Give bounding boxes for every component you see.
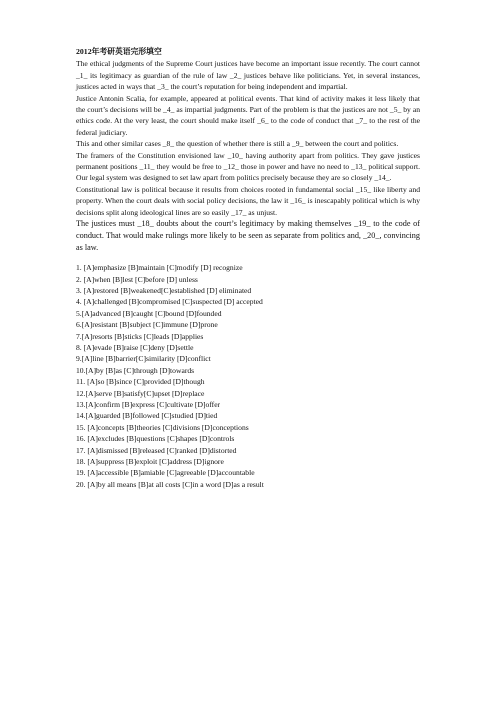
passage-paragraph: The justices must _18_ doubts about the court’s legitimacy by making themselves _19_ to the code of conduct. That would make rulings more likely to be seen as separate from politics and, _20_, convincing as law. xyxy=(76,219,420,253)
option-line: 20. [A]by all means [B]at all costs [C]in a word [D]as a result xyxy=(76,479,264,489)
option-line: 15. [A]concepts [B]theories [C]divisions [D]conceptions xyxy=(76,422,249,432)
passage-paragraph: Constitutional law is political because it results from choices rooted in fundamental social _15_ like liberty and property. When the court deals with social policy decisions, the law it _16_ is inescapably political which is why decisions split along ideological lines are so easily _17_ as unjust. xyxy=(76,184,420,217)
option-line: 10.[A]by [B]as [C]through [D]towards xyxy=(76,365,195,375)
document-title: 2012年考研英语完形填空 xyxy=(76,47,162,56)
option-line: 6.[A]resistant [B]subject [C]immune [D]prone xyxy=(76,320,218,330)
option-line: 8. [A]evade [B]raise [C]deny [D]settle xyxy=(76,342,194,352)
option-line: 9.[A]line [B]barrier[C]similarity [D]conflict xyxy=(76,354,211,364)
passage-paragraph: Justice Antonin Scalia, for example, appeared at political events. That kind of activity makes it less likely that the court’s decisions will be _4_ as impartial judgments. Part of the problem is that the justices are not _5_ by an ethics code. At the very least, the court should make itself _6_ to the code of conduct that _7_ to the rest of the federal judiciary. xyxy=(76,93,420,137)
document-page xyxy=(76,46,420,490)
option-line: 4. [A]challenged [B]compromised [C]suspected [D] accepted xyxy=(76,297,263,307)
option-line: 12.[A]serve [B]satisfy[C]upset [D]replace xyxy=(76,388,205,398)
option-line: 14.[A]guarded [B]followed [C]studied [D]tied xyxy=(76,411,218,421)
option-line: 3. [A]restored [B]weakened[C]established [D] eliminated xyxy=(76,285,252,295)
option-line: 18. [A]suppress [B]exploit [C]address [D]ignore xyxy=(76,457,224,466)
option-line: 16. [A]excludes [B]questions [C]shapes [D]controls xyxy=(76,434,235,444)
option-line: 7.[A]resorts [B]sticks [C]leads [D]applies xyxy=(76,331,204,341)
option-line: 11. [A]so [B]since [C]provided [D]though xyxy=(76,377,205,387)
option-line: 2. [A]when [B]lest [C]before [D] unless xyxy=(76,274,198,284)
answer-options-list xyxy=(76,262,420,490)
option-line: 19. [A]accessible [B]amiable [C]agreeable [D]accountable xyxy=(76,468,255,478)
passage-paragraph: The ethical judgments of the Supreme Court justices have become an important issue recently. The court cannot _1_ its legitimacy as guardian of the rule of law _2_ justices behave like politicians. Yet, in several instances, justices acted in ways that _3_ the court’s reputation for being independent and impartial. xyxy=(76,59,420,92)
option-line: 5.[A]advanced [B]caught [C]bound [D]founded xyxy=(76,308,222,318)
option-line: 13.[A]confirm [B]express [C]cultivate [D]offer xyxy=(76,399,221,409)
passage-paragraph: This and other similar cases _8_ the question of whether there is still a _9_ between the court and politics. xyxy=(76,139,399,149)
option-line: 17. [A]dismissed [B]released [C]ranked [D]distorted xyxy=(76,445,237,455)
option-line: 1. [A]emphasize [B]maintain [C]modify [D] recognize xyxy=(76,263,243,273)
passage-paragraph: The framers of the Constitution envisioned law _10_ having authority apart from politics. They gave justices permanent positions _11_ they would be free to _12_ those in power and have no need to _13_ political support. Our legal system was designed to set law apart from politics precisely because they are so closely _14_. xyxy=(76,150,420,183)
